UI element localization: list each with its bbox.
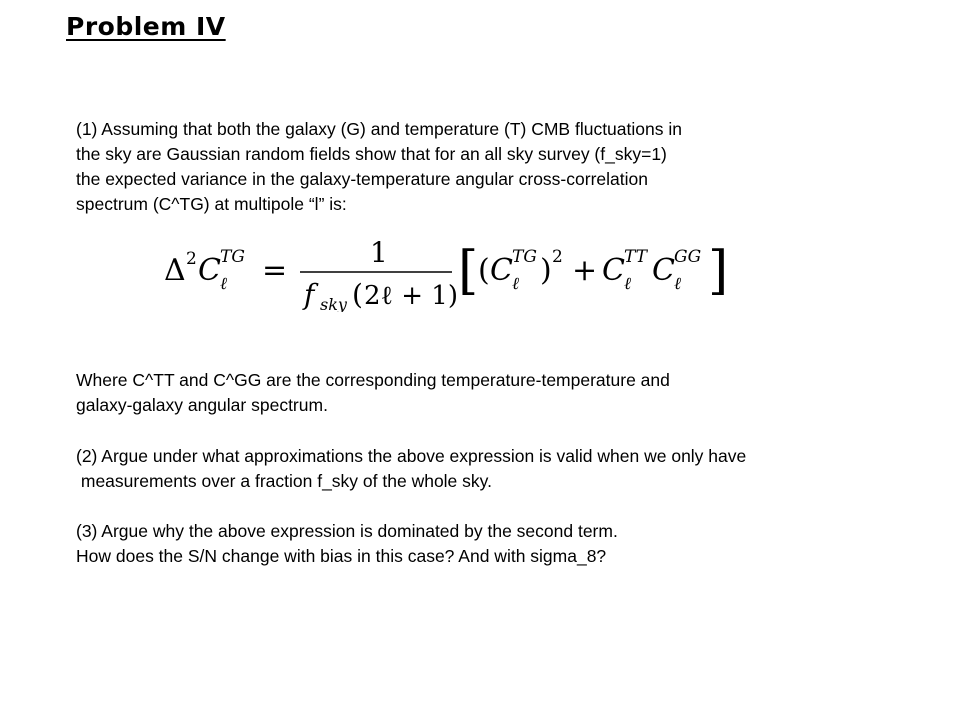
eq-square: 2	[186, 249, 197, 269]
eq-equals: =	[262, 253, 288, 288]
eq-c: C	[490, 253, 513, 288]
eq-denominator-rest: 2ℓ + 1)	[364, 281, 458, 311]
eq-sup-tg: TG	[220, 247, 245, 267]
eq-sub-ell: ℓ	[512, 274, 520, 294]
eq-c: C	[652, 253, 675, 288]
equation-graphic	[160, 232, 740, 312]
eq-square: 2	[552, 247, 563, 267]
eq-sub-ell: ℓ	[624, 274, 632, 294]
eq-right-bracket: ]	[708, 241, 729, 301]
eq-lparen: (	[478, 253, 490, 288]
part-2-paragraph	[76, 444, 746, 494]
eq-open-paren: (	[352, 278, 363, 311]
eq-sup-gg: GG	[674, 247, 702, 267]
eq-f: f	[304, 278, 315, 311]
text-line: galaxy-galaxy angular spectrum.	[76, 395, 328, 415]
text-line: (3) Argue why the above expression is dominated by the second term.	[76, 521, 618, 541]
eq-sub-ell: ℓ	[220, 274, 228, 294]
text-line: Where C^TT and C^GG are the corresponding temperature-temperature and	[76, 370, 670, 390]
eq-left-bracket: [	[458, 241, 479, 301]
text-line: the expected variance in the galaxy-temperature angular cross-correlation	[76, 169, 648, 189]
eq-c: C	[198, 253, 221, 288]
eq-plus: +	[572, 253, 598, 288]
part-1-paragraph	[76, 117, 682, 217]
eq-delta: Δ	[164, 253, 186, 288]
eq-sub-ell: ℓ	[674, 274, 682, 294]
variance-equation	[160, 232, 740, 312]
eq-sub-sky: sky	[320, 295, 347, 312]
where-paragraph	[76, 368, 670, 418]
part-3-paragraph	[76, 519, 618, 569]
text-line: the sky are Gaussian random fields show that for an all sky survey (f_sky=1)	[76, 144, 667, 164]
eq-sup-tg: TG	[512, 247, 537, 267]
text-line: spectrum (C^TG) at multipole “l” is:	[76, 194, 347, 214]
text-line: (1) Assuming that both the galaxy (G) and temperature (T) CMB fluctuations in	[76, 119, 682, 139]
eq-sup-tt: TT	[624, 247, 647, 267]
eq-rparen: )	[540, 253, 552, 288]
text-line: measurements over a fraction f_sky of the whole sky.	[76, 471, 492, 491]
page-title: Problem IV	[66, 12, 226, 41]
eq-c: C	[602, 253, 625, 288]
text-line: How does the S/N change with bias in this case? And with sigma_8?	[76, 546, 607, 566]
text-line: (2) Argue under what approximations the above expression is valid when we only have	[76, 446, 747, 466]
eq-numerator: 1	[370, 236, 388, 269]
